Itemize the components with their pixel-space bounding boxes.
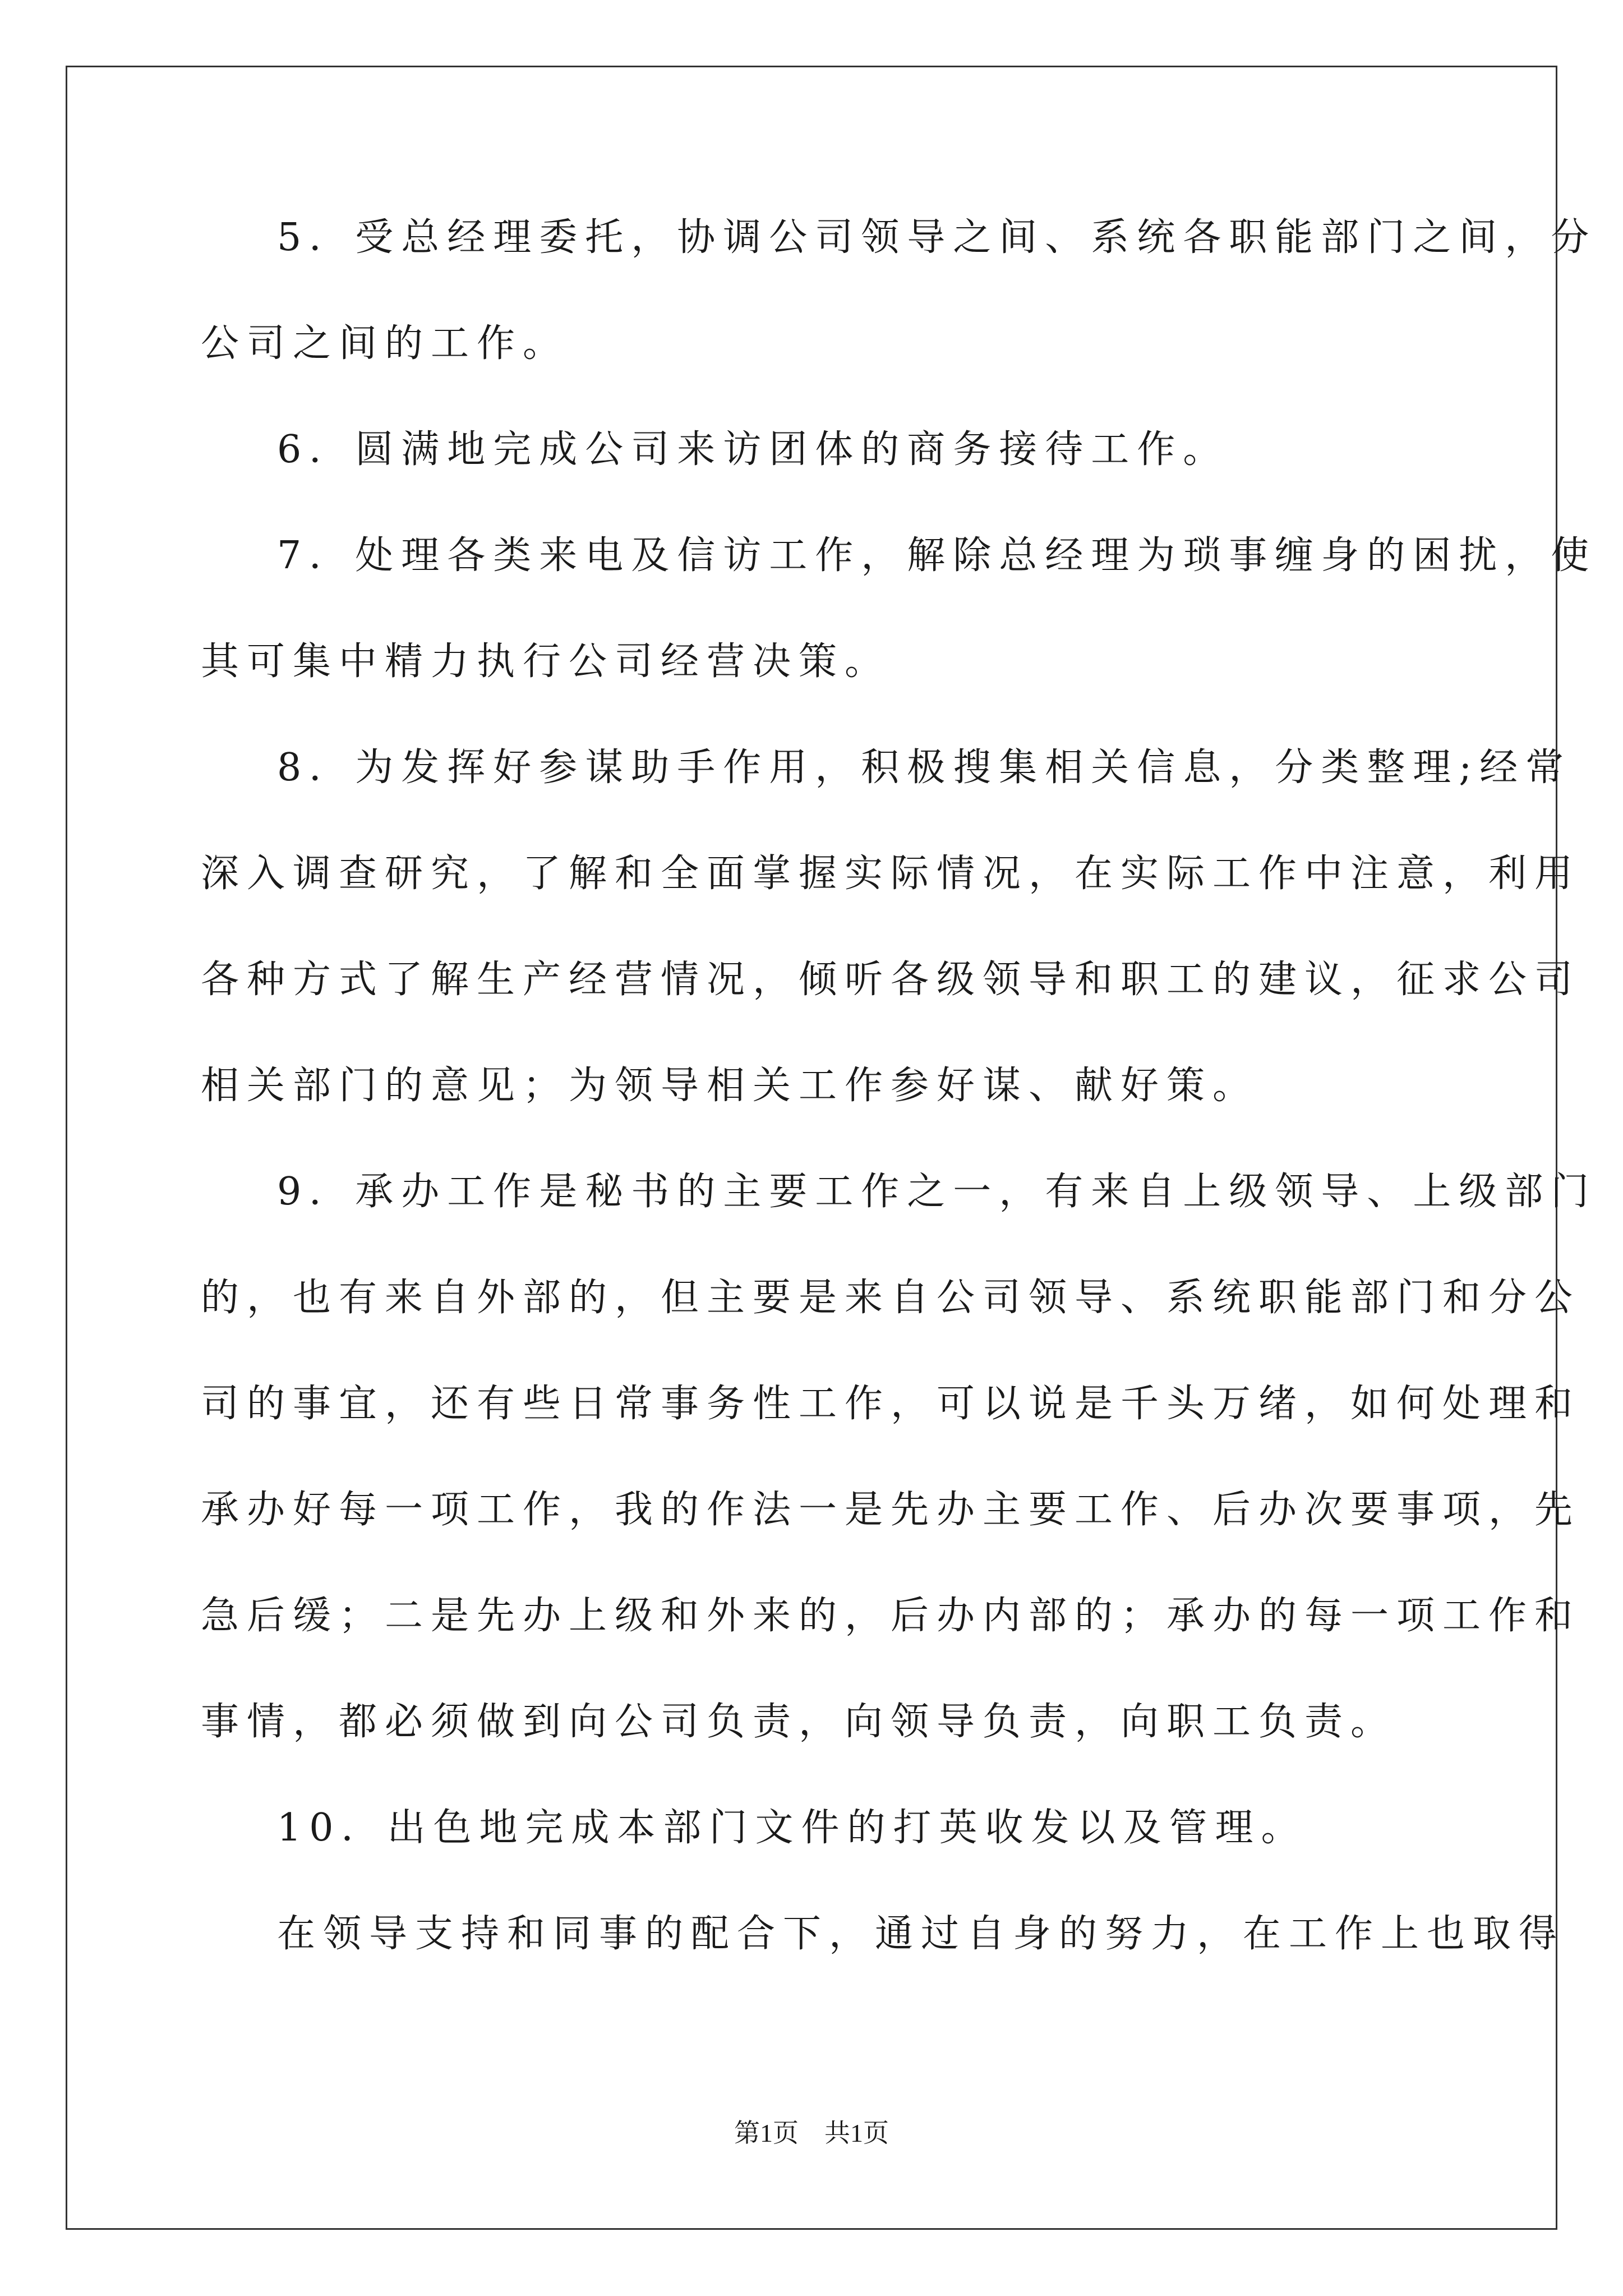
text-line: 各种方式了解生产经营情况，倾听各级领导和职工的建议，征求公司 xyxy=(201,958,1581,1002)
text-line: 8．为发挥好参谋助手作用，积极搜集相关信息，分类整理;经常 xyxy=(277,746,1572,790)
text-line: 公司之间的工作。 xyxy=(201,321,569,366)
text-line: 其可集中精力执行公司经营决策。 xyxy=(201,639,891,684)
text-line: 司的事宜，还有些日常事务性工作，可以说是千头万绪，如何处理和 xyxy=(201,1382,1581,1426)
page-number: 第1页 xyxy=(734,2119,799,2147)
text-line: 在领导支持和同事的配合下，通过自身的努力，在工作上也取得 xyxy=(277,1912,1565,1956)
text-line: 的，也有来自外部的，但主要是来自公司领导、系统职能部门和分公 xyxy=(201,1276,1581,1320)
page-footer xyxy=(0,2119,1623,2147)
text-line: 急后缓；二是先办上级和外来的，后办内部的；承办的每一项工作和 xyxy=(201,1594,1581,1638)
text-line: 9．承办工作是秘书的主要工作之一，有来自上级领导、上级部门 xyxy=(277,1170,1597,1214)
text-line: 7．处理各类来电及信访工作，解除总经理为琐事缠身的困扰，使 xyxy=(277,533,1597,578)
document-body xyxy=(201,215,1597,2021)
text-line: 相关部门的意见；为领导相关工作参好谋、献好策。 xyxy=(201,1064,1259,1108)
text-line: 5．受总经理委托，协调公司领导之间、系统各职能部门之间，分 xyxy=(277,215,1597,260)
text-line: 承办好每一项工作，我的作法一是先办主要工作、后办次要事项，先 xyxy=(201,1488,1581,1532)
text-line: 6．圆满地完成公司来访团体的商务接待工作。 xyxy=(277,427,1229,472)
text-line: 10．出色地完成本部门文件的打英收发以及管理。 xyxy=(277,1806,1307,1850)
page-total: 共1页 xyxy=(824,2119,889,2147)
text-line: 深入调查研究，了解和全面掌握实际情况，在实际工作中注意，利用 xyxy=(201,852,1581,896)
text-line: 事情，都必须做到向公司负责，向领导负责，向职工负责。 xyxy=(201,1700,1397,1744)
